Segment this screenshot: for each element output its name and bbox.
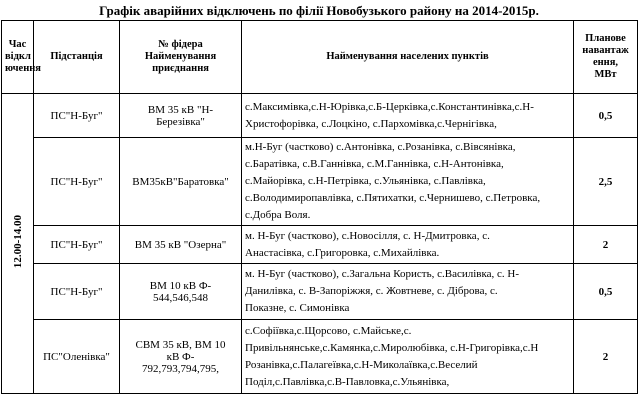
load-cell: 0,5: [574, 264, 638, 320]
places-cell: с.Максимівка,с.Н-Юрівка,с.Б-Церківка,с.Константинівка,с.Н- Христофорівка, с.Лоцкіно, с.Пархомівка,с.Чернігівка,: [242, 94, 574, 138]
table-row: [2, 94, 638, 138]
table-row: [2, 138, 638, 226]
feeder-cell: ВМ 35 кВ "Озерна": [120, 226, 242, 264]
feeder-cell: СВМ 35 кВ, ВМ 10 кВ Ф- 792,793,794,795,: [120, 320, 242, 394]
places-cell: м. Н-Буг (частково), с.Новосілля, с. Н-Дмитровка, с. Анастасівка, с.Григоровка, с.Михайлівка.: [242, 226, 574, 264]
schedule-table: [1, 20, 638, 394]
table-row: [2, 264, 638, 320]
substation-cell: ПС"Н-Буг": [34, 138, 120, 226]
header-substation: Підстанція: [34, 21, 120, 94]
feeder-cell: ВМ 10 кВ Ф- 544,546,548: [120, 264, 242, 320]
substation-cell: ПС"Н-Буг": [34, 264, 120, 320]
places-cell: м.Н-Буг (частково) с.Антонівка, с.Розанівка, с.Вівсянівка, с.Баратівка, с.В.Ганнівка, с.М.Ганнівка, с.Н-Антонівка, с.Майорівка, с.Н-Петрівка, с.Ульянівка, с.Павлівка, с.Володимиропавлівка, с.Пятихатки, с.Чернишево, с.Петровка, с.Добра Воля.: [242, 138, 574, 226]
header-load: Планове навантаж ення, МВт: [574, 21, 638, 94]
table-row: [2, 226, 638, 264]
substation-cell: ПС"Н-Буг": [34, 226, 120, 264]
substation-cell: ПС"Н-Буг": [34, 94, 120, 138]
load-cell: 2,5: [574, 138, 638, 226]
table-row: [2, 320, 638, 394]
feeder-cell: ВМ35кВ"Баратовка": [120, 138, 242, 226]
header-places: Найменування населених пунктів: [242, 21, 574, 94]
header-time: Час відкл ючення: [2, 21, 34, 94]
header-feeder: № фідера Найменування приєднання: [120, 21, 242, 94]
header-row: [2, 21, 638, 94]
places-cell: с.Софіївка,с.Щорсово, с.Майське,с. Привільнянське,с.Камянка,с.Миролюбівка, с.Н-Григорівка,с.Н Розанівка,с.Палагеївка,с.Н-Миколаївка,с.Веселий Поділ,с.Павлівка,с.В-Павловка,с.Ульянівка,: [242, 320, 574, 394]
load-cell: 2: [574, 226, 638, 264]
page-title: Графік аварійних відключень по філії Новобузького району на 2014-2015р.: [99, 3, 539, 18]
substation-cell: ПС"Оленівка": [34, 320, 120, 394]
load-cell: 0,5: [574, 94, 638, 138]
time-cell: [2, 94, 34, 394]
load-cell: 2: [574, 320, 638, 394]
time-value: 12.00-14.00: [11, 215, 24, 269]
feeder-cell: ВМ 35 кВ "Н- Березівка": [120, 94, 242, 138]
places-cell: м. Н-Буг (частково), с.Загальна Користь, с.Василівка, с. Н- Данилівка, с. В-Запоріжжя, с. Жовтневе, с. Діброва, с. Показне, с. Симонівка: [242, 264, 574, 320]
